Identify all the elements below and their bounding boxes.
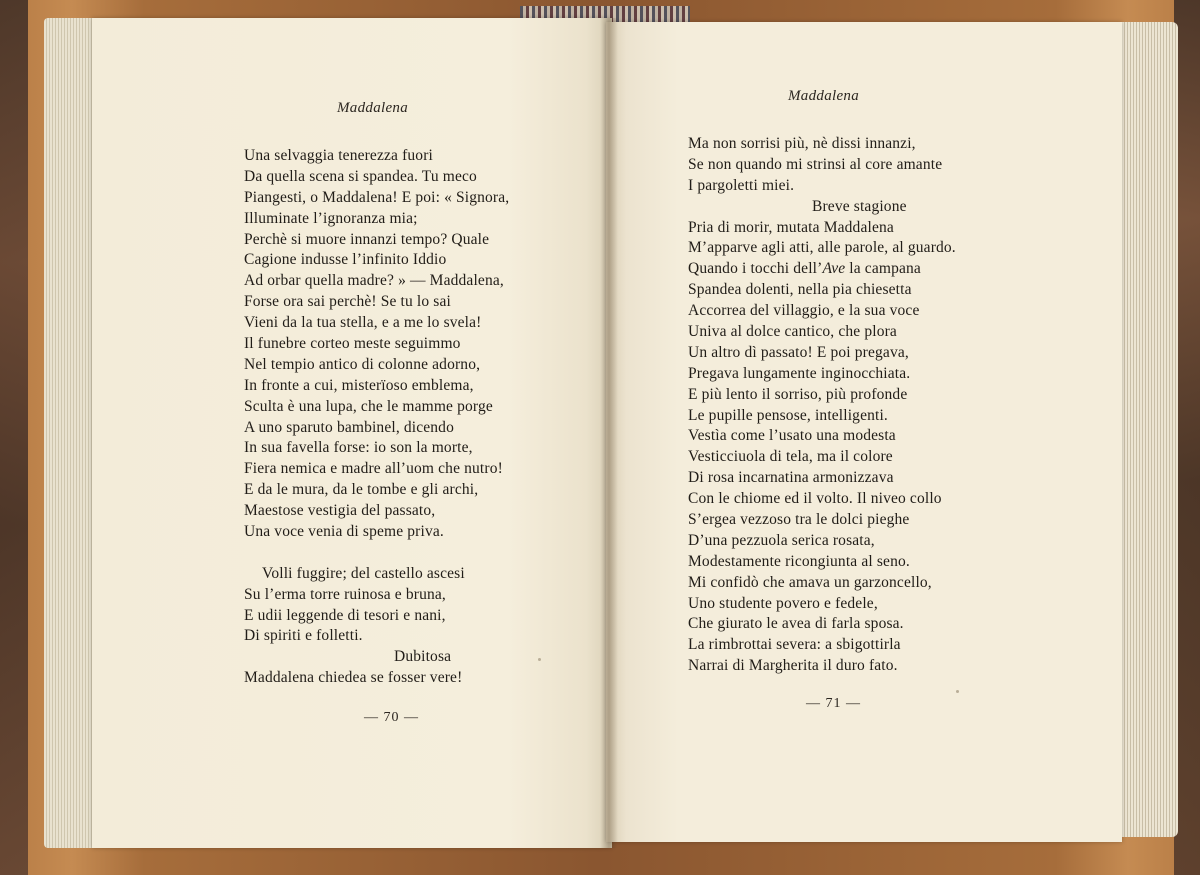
stanza-break — [244, 543, 509, 564]
paper-speck — [956, 690, 959, 693]
verse-line: Le pupille pensose, intelligenti. — [688, 406, 888, 424]
book-gutter — [600, 18, 618, 848]
verse-line: E da le mura, da le tombe e gli archi, — [244, 481, 479, 499]
left-verse — [244, 146, 509, 689]
verse-line: La rimbrottai severa: a sbigottirla — [688, 636, 901, 654]
verse-segment: la campana — [845, 260, 921, 278]
verse-line: E udii leggende di tesori e nani, — [244, 606, 446, 624]
verse-line — [688, 259, 956, 280]
verse-line: Dubitosa — [394, 648, 452, 666]
verse-line: D’una pezzuola serica rosata, — [688, 531, 875, 549]
cover-corner-left — [0, 0, 28, 875]
verse-italic-word: Ave — [822, 260, 846, 278]
verse-line: Una selvaggia tenerezza fuori — [244, 147, 433, 164]
verse-line: Di rosa incarnatina armonizzava — [688, 469, 894, 487]
verse-line: Un altro dì passato! E poi pregava, — [688, 343, 909, 361]
verse-line: Mi confidò che amava un garzoncello, — [688, 573, 932, 591]
verse-line: Il funebre corteo meste seguimmo — [244, 335, 461, 353]
verse-line: A uno sparuto bambinel, dicendo — [244, 418, 454, 436]
verse-line: Nel tempio antico di colonne adorno, — [244, 355, 481, 373]
verse-line: Maddalena chiedea se fosser vere! — [244, 669, 463, 687]
right-page-number: — 71 — — [806, 696, 861, 711]
left-page — [92, 18, 612, 848]
verse-line: Su l’erma torre ruinosa e bruna, — [244, 585, 446, 603]
left-running-head: Maddalena — [337, 100, 409, 116]
verse-line: Spandea dolenti, nella pia chiesetta — [688, 281, 912, 299]
verse-line: Vieni da la tua stella, e a me lo svela! — [244, 314, 482, 332]
verse-line: S’ergea vezzoso tra le dolci pieghe — [688, 511, 910, 529]
verse-segment: Quando i tocchi dell’ — [688, 260, 823, 278]
left-page-number: — 70 — — [364, 710, 419, 725]
verse-line: Una voce venia di speme priva. — [244, 523, 444, 541]
verse-line: Forse ora sai perchè! Se tu lo sai — [244, 293, 451, 311]
verse-line: Perchè si muore innanzi tempo? Quale — [244, 230, 490, 248]
verse-line: Univa al dolce cantico, che plora — [688, 323, 897, 341]
right-page — [606, 22, 1122, 842]
verse-line: I pargoletti miei. — [688, 176, 795, 194]
verse-line: Se non quando mi strinsi al core amante — [688, 155, 943, 173]
right-verse — [688, 134, 956, 677]
verse-line: Ma non sorrisi più, nè dissi innanzi, — [688, 135, 916, 152]
right-running-head: Maddalena — [788, 88, 860, 104]
verse-line: Narrai di Margherita il duro fato. — [688, 657, 898, 675]
verse-line: Uno studente povero e fedele, — [688, 594, 878, 612]
verse-line: Cagione indusse l’infinito Iddio — [244, 251, 447, 269]
verse-line: Fiera nemica e madre all’uom che nutro! — [244, 460, 503, 478]
verse-line: Vesticciuola di tela, ma il colore — [688, 448, 893, 466]
verse-line: Accorrea del villaggio, e la sua voce — [688, 302, 920, 320]
verse-line: Vestìa come l’usato una modesta — [688, 427, 896, 445]
verse-line: E più lento il sorriso, più profonde — [688, 385, 908, 403]
verse-line: In fronte a cui, misterïoso emblema, — [244, 376, 474, 394]
verse-line: Pria di morir, mutata Maddalena — [688, 218, 894, 236]
paper-speck — [538, 658, 541, 661]
verse-line: Che giurato le avea di farla sposa. — [688, 615, 904, 633]
verse-line: Maestose vestigia del passato, — [244, 502, 436, 520]
verse-line: Da quella scena si spandea. Tu meco — [244, 167, 477, 185]
verse-line: Pregava lungamente inginocchiata. — [688, 364, 911, 382]
verse-line: M’apparve agli atti, alle parole, al guardo. — [688, 239, 956, 257]
verse-line: In sua favella forse: io son la morte, — [244, 439, 473, 457]
verse-line: Di spiriti e folletti. — [244, 627, 363, 645]
verse-line: Piangesti, o Maddalena! E poi: « Signora, — [244, 188, 510, 206]
verse-line: Modestamente ricongiunta al seno. — [688, 552, 910, 570]
verse-line: Con le chiome ed il volto. Il niveo collo — [688, 490, 942, 508]
verse-line: Ad orbar quella madre? » — Maddalena, — [244, 272, 504, 290]
verse-line: Illuminate l’ignoranza mia; — [244, 209, 418, 227]
verse-line: Breve stagione — [812, 197, 907, 215]
verse-line: Volli fuggire; del castello ascesi — [262, 564, 465, 582]
verse-line: Sculta è una lupa, che le mamme porge — [244, 397, 493, 415]
